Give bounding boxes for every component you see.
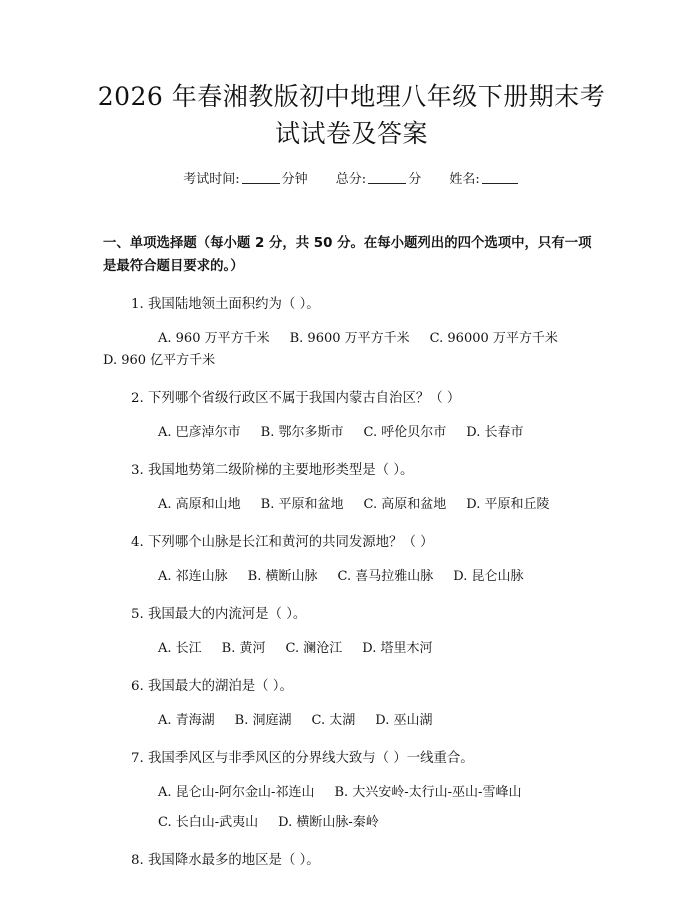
question-6: 6. 我国最大的湖泊是（ ）。	[131, 679, 293, 694]
option-a: A. 高原和山地	[158, 497, 241, 512]
option-a: A. 昆仑山-阿尔金山-祁连山	[158, 785, 315, 800]
question-3: 3. 我国地势第二级阶梯的主要地形类型是（ ）。	[131, 463, 414, 478]
question-7-options-row-1	[103, 782, 600, 804]
score-unit: 分	[408, 172, 422, 187]
title-line-2: 试试卷及答案	[274, 119, 428, 148]
question-7-options-row-2	[103, 812, 600, 834]
option-c: C. 澜沧江	[285, 641, 343, 656]
option-b: B. 鄂尔多斯市	[260, 425, 344, 440]
option-c: C. 太湖	[311, 713, 356, 728]
option-d: D. 塔里木河	[362, 641, 433, 656]
question-3-options	[103, 494, 600, 516]
option-d: D. 横断山脉-秦岭	[278, 815, 379, 830]
question-5: 5. 我国最大的内流河是（ ）。	[131, 607, 307, 622]
option-c: C. 喜马拉雅山脉	[337, 569, 434, 584]
name-blank	[482, 171, 518, 184]
option-b: B. 9600 万平方千米	[289, 331, 410, 346]
question-2: 2. 下列哪个省级行政区不属于我国内蒙古自治区？（ ）	[131, 391, 461, 406]
question-7: 7. 我国季风区与非季风区的分界线大致与（ ）一线重合。	[131, 751, 474, 766]
exam-time-field	[183, 170, 307, 190]
option-b: B. 黄河	[221, 641, 266, 656]
name-label: 姓名:	[449, 172, 480, 187]
question-2-options	[103, 422, 600, 444]
question-4-options	[103, 566, 600, 588]
question-6-options	[103, 710, 600, 732]
exam-time-blank	[242, 171, 280, 184]
option-c: C. 长白山-武夷山	[158, 815, 259, 830]
question-5-options	[103, 638, 600, 660]
option-d: D. 平原和丘陵	[466, 497, 550, 512]
score-blank	[368, 171, 406, 184]
section-title: 一、单项选择题（每小题 2 分，共 50 分。在每小题列出的四个选项中，只有一项是最符合题目要求的。）	[103, 236, 592, 274]
option-d: D. 巫山湖	[375, 713, 433, 728]
option-d: D. 长春市	[466, 425, 524, 440]
title-line-1: 2026 年春湘教版初中地理八年级下册期末考	[97, 82, 606, 111]
option-b: B. 大兴安岭-太行山-巫山-雪峰山	[334, 785, 522, 800]
exam-info	[103, 170, 600, 190]
option-a: A. 巴彦淖尔市	[158, 425, 241, 440]
score-label: 总分:	[335, 172, 367, 187]
option-d: D. 昆仑山脉	[453, 569, 524, 584]
option-a: A. 长江	[158, 641, 202, 656]
question-4: 4. 下列哪个山脉是长江和黄河的共同发源地？（ ）	[131, 535, 434, 550]
exam-time-label: 考试时间:	[183, 172, 240, 187]
question-1: 1. 我国陆地领土面积约为（ ）。	[131, 297, 320, 312]
question-8: 8. 我国降水最多的地区是（ ）。	[131, 853, 320, 868]
option-c: C. 呼伦贝尔市	[363, 425, 447, 440]
option-c: C. 高原和盆地	[363, 497, 447, 512]
option-b: B. 洞庭湖	[234, 713, 292, 728]
option-c: C. 96000 万平方千米	[429, 331, 558, 346]
exam-time-unit: 分钟	[281, 172, 308, 187]
question-1-options	[103, 328, 600, 372]
option-a: A. 青海湖	[158, 713, 215, 728]
option-d: D. 960 亿平方千米	[103, 353, 216, 368]
score-field	[336, 170, 421, 190]
option-b: B. 平原和盆地	[260, 497, 344, 512]
document-title	[93, 78, 610, 152]
option-a: A. 祁连山脉	[158, 569, 228, 584]
option-a: A. 960 万平方千米	[158, 331, 270, 346]
option-b: B. 横断山脉	[247, 569, 318, 584]
name-field	[449, 170, 519, 190]
